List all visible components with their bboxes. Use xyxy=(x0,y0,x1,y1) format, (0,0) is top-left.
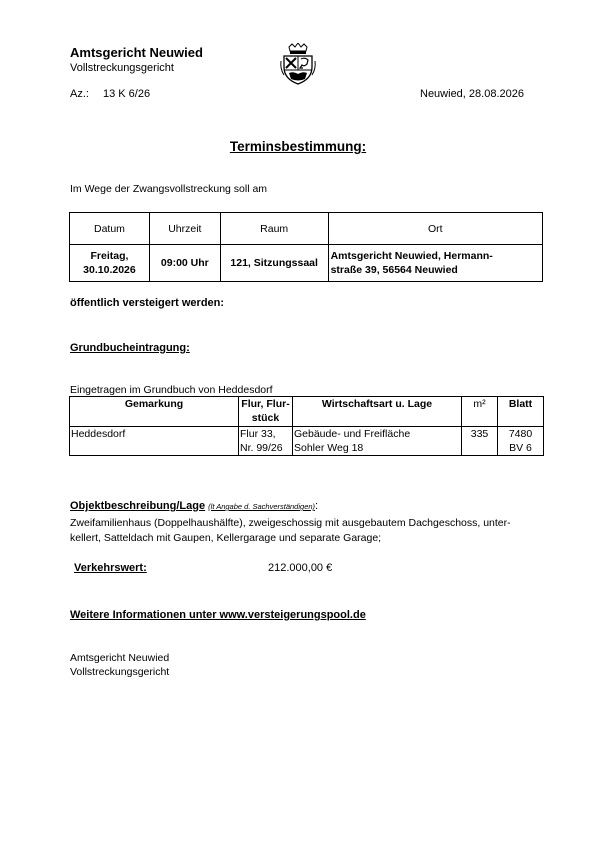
verkehrswert-value: 212.000,00 € xyxy=(268,562,333,574)
header-datum: Datum xyxy=(70,213,150,245)
header-m2: m² xyxy=(462,397,498,427)
grundbuch-table xyxy=(69,396,544,456)
objekt-heading xyxy=(70,500,318,512)
header-uhrzeit: Uhrzeit xyxy=(149,213,220,245)
grundbuch-header-row xyxy=(70,397,544,427)
value-flur xyxy=(239,427,293,456)
eingetragen-text: Eingetragen im Grundbuch von Heddesdorf xyxy=(70,384,273,396)
verkehrswert-label: Verkehrswert: xyxy=(74,562,147,574)
datum-line-2: 30.10.2026 xyxy=(83,264,136,276)
grundbuch-heading: Grundbucheintragung: xyxy=(70,342,190,354)
header-wirtschaftsart: Wirtschaftsart u. Lage xyxy=(293,397,462,427)
court-name: Amtsgericht Neuwied xyxy=(70,45,203,60)
ort-line-2: straße 39, 56564 Neuwied xyxy=(330,264,458,276)
coat-of-arms-icon xyxy=(279,43,317,85)
table-row xyxy=(70,427,544,456)
objekt-note: (lt Angabe d. Sachverständigen) xyxy=(208,502,316,511)
flur-line-2: Nr. 99/26 xyxy=(240,442,283,454)
weitere-info-link[interactable]: Weitere Informationen unter www.versteigerungspool.de xyxy=(70,609,366,621)
header-raum: Raum xyxy=(220,213,328,245)
objekt-description: Zweifamilienhaus (Doppelhaushälfte), zweigeschossig mit ausgebautem Dachgeschoss, unter-kellert, Satteldach mit Gaupen, Kellergarage und separate Garage; xyxy=(70,517,511,544)
value-m2: 335 xyxy=(462,427,498,456)
place-date: Neuwied, 28.08.2026 xyxy=(420,88,524,100)
blatt-line-2: BV 6 xyxy=(509,442,532,454)
value-raum: 121, Sitzungssaal xyxy=(220,245,328,282)
header-ort: Ort xyxy=(328,213,542,245)
value-uhrzeit: 09:00 Uhr xyxy=(149,245,220,282)
header-gemarkung: Gemarkung xyxy=(70,397,239,427)
az-label: Az.: xyxy=(70,88,89,100)
value-blatt xyxy=(498,427,544,456)
wirtschaftsart-line-2: Sohler Weg 18 xyxy=(294,442,364,454)
page-title: Terminsbestimmung: xyxy=(229,139,367,154)
ort-line-1: Amtsgericht Neuwied, Hermann- xyxy=(330,250,493,262)
blatt-line-1: 7480 xyxy=(508,428,533,440)
termin-header-row xyxy=(70,213,543,245)
flur-header-line-2: stück xyxy=(251,412,280,424)
objekt-label: Objektbeschreibung/Lage xyxy=(70,500,206,512)
value-gemarkung: Heddesdorf xyxy=(70,427,239,456)
header-blatt: Blatt xyxy=(498,397,544,427)
footer-court-department: Vollstreckungsgericht xyxy=(70,666,170,678)
value-wirtschaftsart xyxy=(293,427,462,456)
intro-text: Im Wege der Zwangsvollstreckung soll am xyxy=(70,183,268,195)
flur-header-line-1: Flur, Flur- xyxy=(241,398,290,410)
termin-value-row xyxy=(70,245,543,282)
footer-court-name: Amtsgericht Neuwied xyxy=(70,652,170,664)
az-value: 13 K 6/26 xyxy=(103,88,151,100)
value-datum xyxy=(70,245,150,282)
datum-line-1: Freitag, xyxy=(90,250,129,262)
court-department: Vollstreckungsgericht xyxy=(70,62,174,74)
flur-line-1: Flur 33, xyxy=(240,428,276,440)
value-ort xyxy=(328,245,542,282)
header-flur xyxy=(239,397,293,427)
wirtschaftsart-line-1: Gebäude- und Freifläche xyxy=(294,428,411,440)
termin-table xyxy=(69,212,543,282)
versteigert-text: öffentlich versteigert werden: xyxy=(70,297,225,309)
objekt-colon: : xyxy=(315,500,319,512)
